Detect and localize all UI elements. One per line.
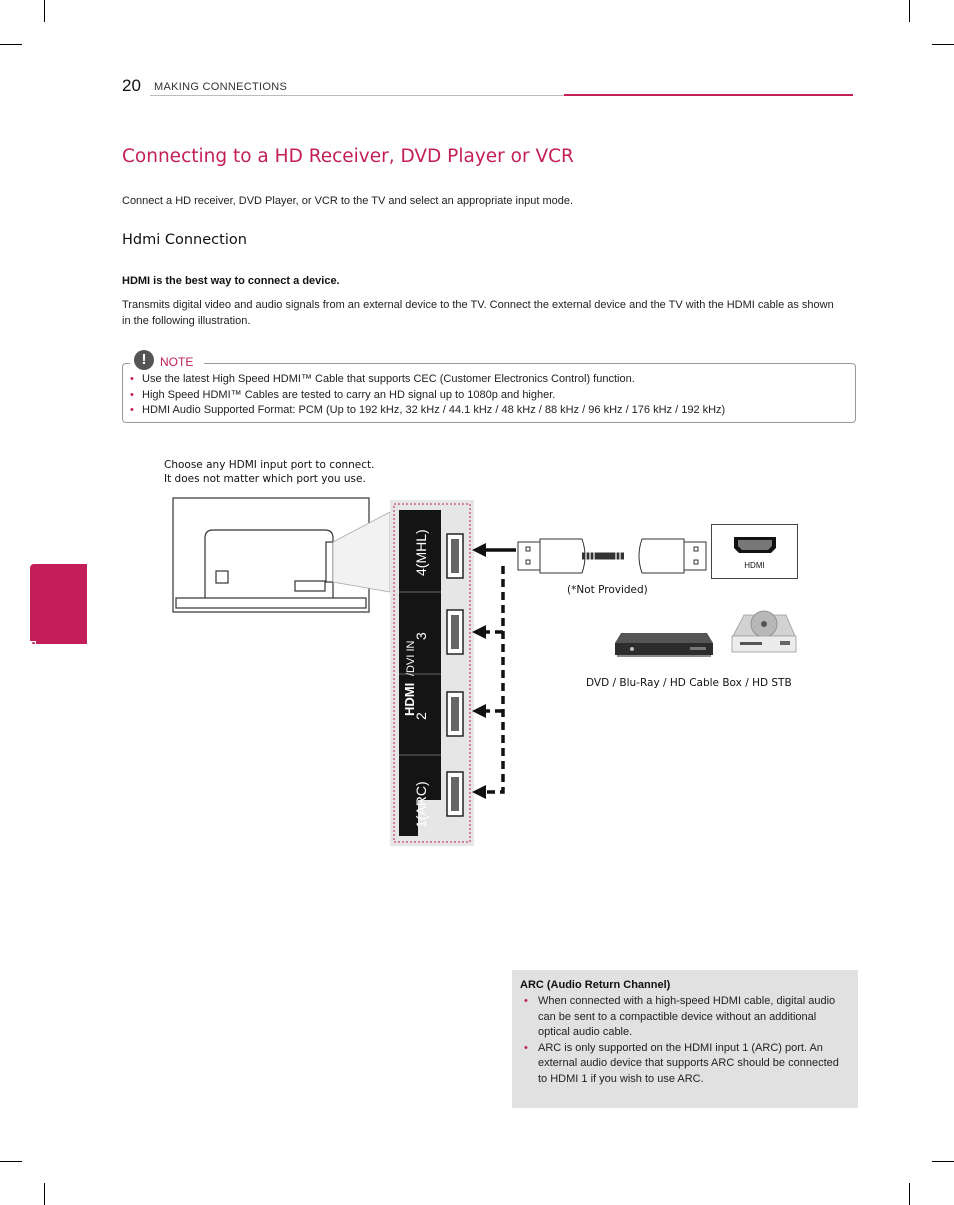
section-title: MAKING CONNECTIONS	[154, 81, 288, 93]
subheading: Hdmi Connection	[122, 232, 247, 248]
note-item-text: Use the latest High Speed HDMI™ Cable that supports CEC (Customer Electronics Control) function.	[142, 373, 635, 385]
page-number: 20	[122, 76, 141, 95]
port-label-2: 2	[413, 712, 429, 720]
arc-item	[524, 1041, 842, 1088]
hdmi-port-panel	[390, 500, 474, 846]
lead-line: HDMI is the best way to connect a device.	[122, 275, 340, 287]
intro-text: Connect a HD receiver, DVD Player, or VCR to the TV and select an appropriate input mode.	[122, 195, 574, 207]
cable-note: (*Not Provided)	[567, 584, 648, 596]
device-hdmi-label: HDMI	[744, 561, 765, 570]
device-hdmi-box	[711, 524, 798, 579]
body-paragraph: Transmits digital video and audio signals from an external device to the TV. Connect the external device and the TV with the HDMI cable as shown in the following illustration.	[122, 299, 834, 327]
note-item-text: High Speed HDMI™ Cables are tested to carry an HD signal up to 1080p and higher.	[142, 388, 556, 401]
instruction-line: It does not matter which port you use.	[164, 473, 366, 485]
connection-arrows	[472, 543, 516, 799]
exclamation-icon: !	[134, 350, 154, 370]
note-label: NOTE	[160, 355, 194, 369]
arc-item	[524, 994, 842, 1041]
dvd-player-icon	[615, 633, 713, 657]
arc-list	[524, 994, 842, 1087]
language-tab-label: ENGLISH	[24, 640, 38, 702]
dvi-in-label: /DVI IN	[405, 640, 417, 676]
instruction-line: Choose any HDMI input port to connect.	[164, 459, 375, 471]
hdmi-logo: HDMI	[402, 682, 417, 716]
port-label-4: 4(MHL)	[413, 529, 429, 576]
port-label-1: 1(ARC)	[413, 781, 429, 828]
arc-item-text: When connected with a high-speed HDMI cable, digital audio can be sent to a compactible device without an additional optical audio cable.	[538, 995, 836, 1038]
port-label-3: 3	[413, 632, 429, 640]
blu-ray-player-icon	[732, 611, 796, 652]
arc-item-text: ARC is only supported on the HDMI input 1 (ARC) port. An external audio device that supports ARC should be connected to HDMI 1 if you wish to use ARC.	[538, 1041, 839, 1085]
page-title: Connecting to a HD Receiver, DVD Player or VCR	[122, 146, 574, 167]
hdmi-cable	[518, 539, 706, 573]
callout-wedge	[333, 512, 390, 592]
arc-title: ARC (Audio Return Channel)	[520, 979, 671, 991]
devices-label: DVD / Blu-Ray / HD Cable Box / HD STB	[586, 677, 792, 689]
note-item-text: HDMI Audio Supported Format: PCM (Up to 192 kHz, 32 kHz / 44.1 kHz / 48 kHz / 88 kHz / 96 kHz / 176 kHz / 192 kHz)	[142, 404, 726, 416]
